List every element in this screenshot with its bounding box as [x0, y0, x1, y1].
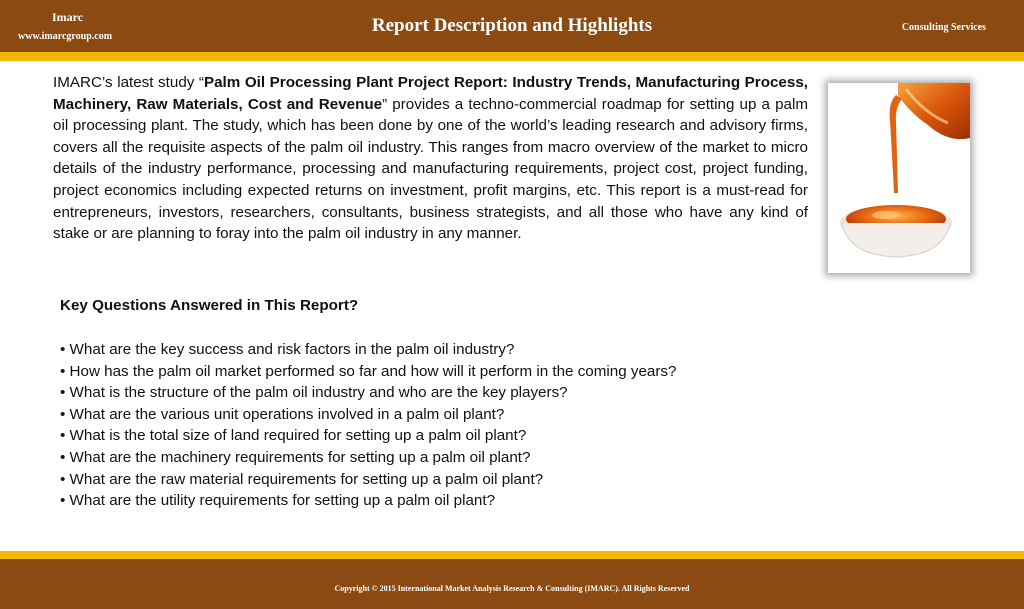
list-item: • How has the palm oil market performed so far and how will it perform in the coming years? — [60, 361, 700, 383]
list-item: • What are the key success and risk factors in the palm oil industry? — [60, 339, 700, 361]
list-item: • What are the various unit operations involved in a palm oil plant? — [60, 404, 700, 426]
consulting-services-label: Consulting Services — [901, 22, 986, 33]
list-item: • What is the structure of the palm oil industry and who are the key players? — [60, 382, 700, 404]
copyright-notice: Copyright © 2015 International Market Analysis Research & Consulting (IMARC). All Rights Reserved — [334, 584, 690, 593]
footer-accent-stripe — [0, 551, 1024, 559]
list-item: • What are the utility requirements for setting up a palm oil plant? — [60, 490, 700, 512]
brand-name: Imarc — [52, 10, 84, 24]
list-item: • What are the raw material requirements for setting up a palm oil plant? — [60, 469, 700, 491]
report-title: Palm Oil Processing Plant Project Report: Industry Trends, Manufacturing Process, Machinery, Raw Materials, Cost and Revenue — [53, 74, 808, 113]
intro-body: ” provides a techno-commercial roadmap for setting up a palm oil processing plant. The study, which has been done by one of the world’s leading research and advisory firms, covers all the requisite aspects of the palm oil industry. This ranges from macro overview of the market to micro details of the industry performance, processing and manufacturing requirements, project cost, project funding, project economics including expected returns on investment, profit margins, etc. This report is a must-read for entrepreneurs, investors, researchers, consultants, business strategists, and all those who have any kind of stake or are planning to foray into the palm oil industry in any manner. — [53, 95, 808, 243]
list-item: • What is the total size of land required for setting up a palm oil plant? — [60, 425, 700, 447]
key-questions-list — [60, 339, 700, 512]
website-link[interactable]: www.imarcgroup.com — [18, 31, 113, 42]
list-item: • What are the machinery requirements for setting up a palm oil plant? — [60, 447, 700, 469]
palm-oil-photo — [828, 83, 970, 273]
page-title: Report Description and Highlights — [371, 15, 653, 36]
intro-paragraph — [53, 72, 808, 245]
palm-oil-illustration — [828, 83, 970, 273]
footer-bar — [0, 559, 1024, 609]
key-questions-heading: Key Questions Answered in This Report? — [60, 297, 359, 314]
header-bar — [0, 0, 1024, 52]
header-accent-stripe — [0, 52, 1024, 61]
intro-lead: IMARC’s latest study “ — [53, 74, 204, 91]
